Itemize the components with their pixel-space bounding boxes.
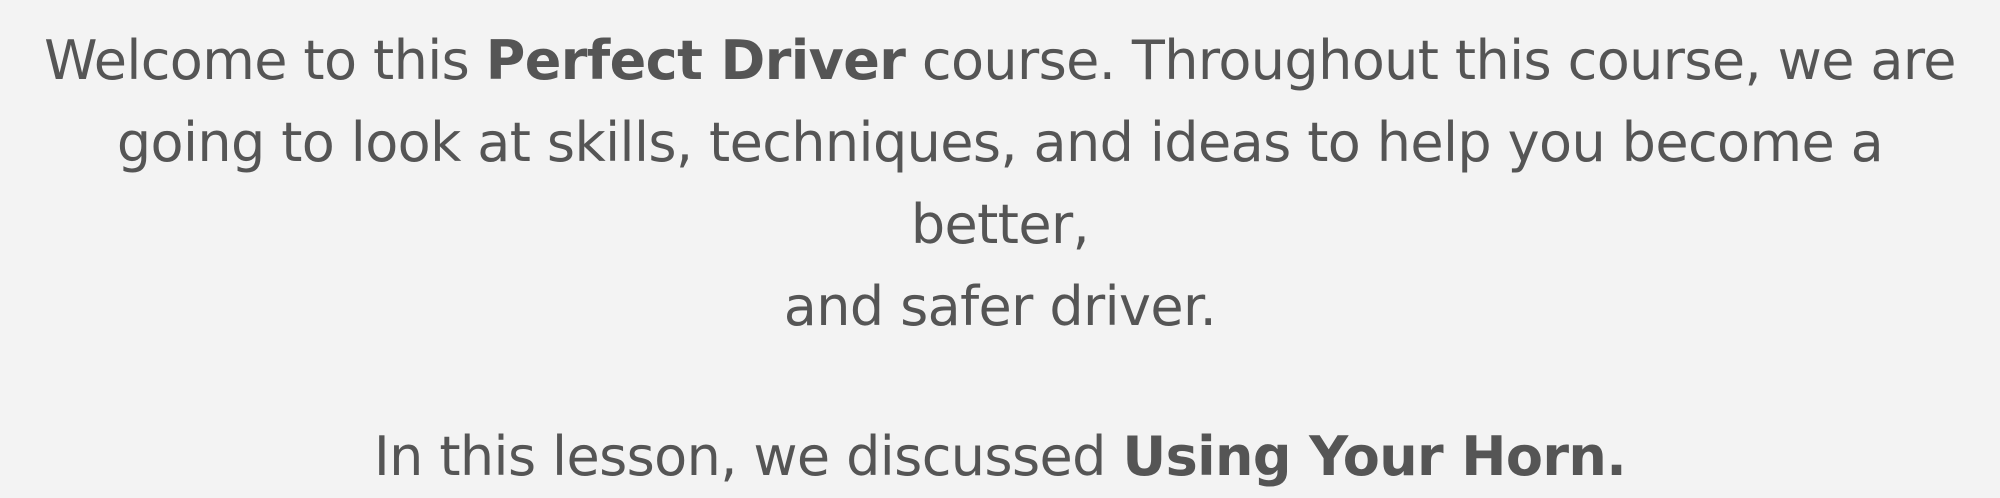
welcome-line-3: and safer driver. [783,275,1217,338]
lesson-topic-prefix: In this lesson, we discussed [373,425,1123,488]
course-welcome-paragraph [30,20,1970,348]
welcome-line-1 [30,20,1970,102]
lesson-topic-paragraph [30,416,1970,498]
welcome-text-after: course. Throughout this course, we are [905,29,1956,92]
welcome-line-2: going to look at skills, techniques, and ideas to help you become a better, [116,111,1884,256]
welcome-text-before: Welcome to this [44,29,486,92]
course-name: Perfect Driver [485,29,906,92]
lesson-topic: Using Your Horn. [1122,425,1627,488]
